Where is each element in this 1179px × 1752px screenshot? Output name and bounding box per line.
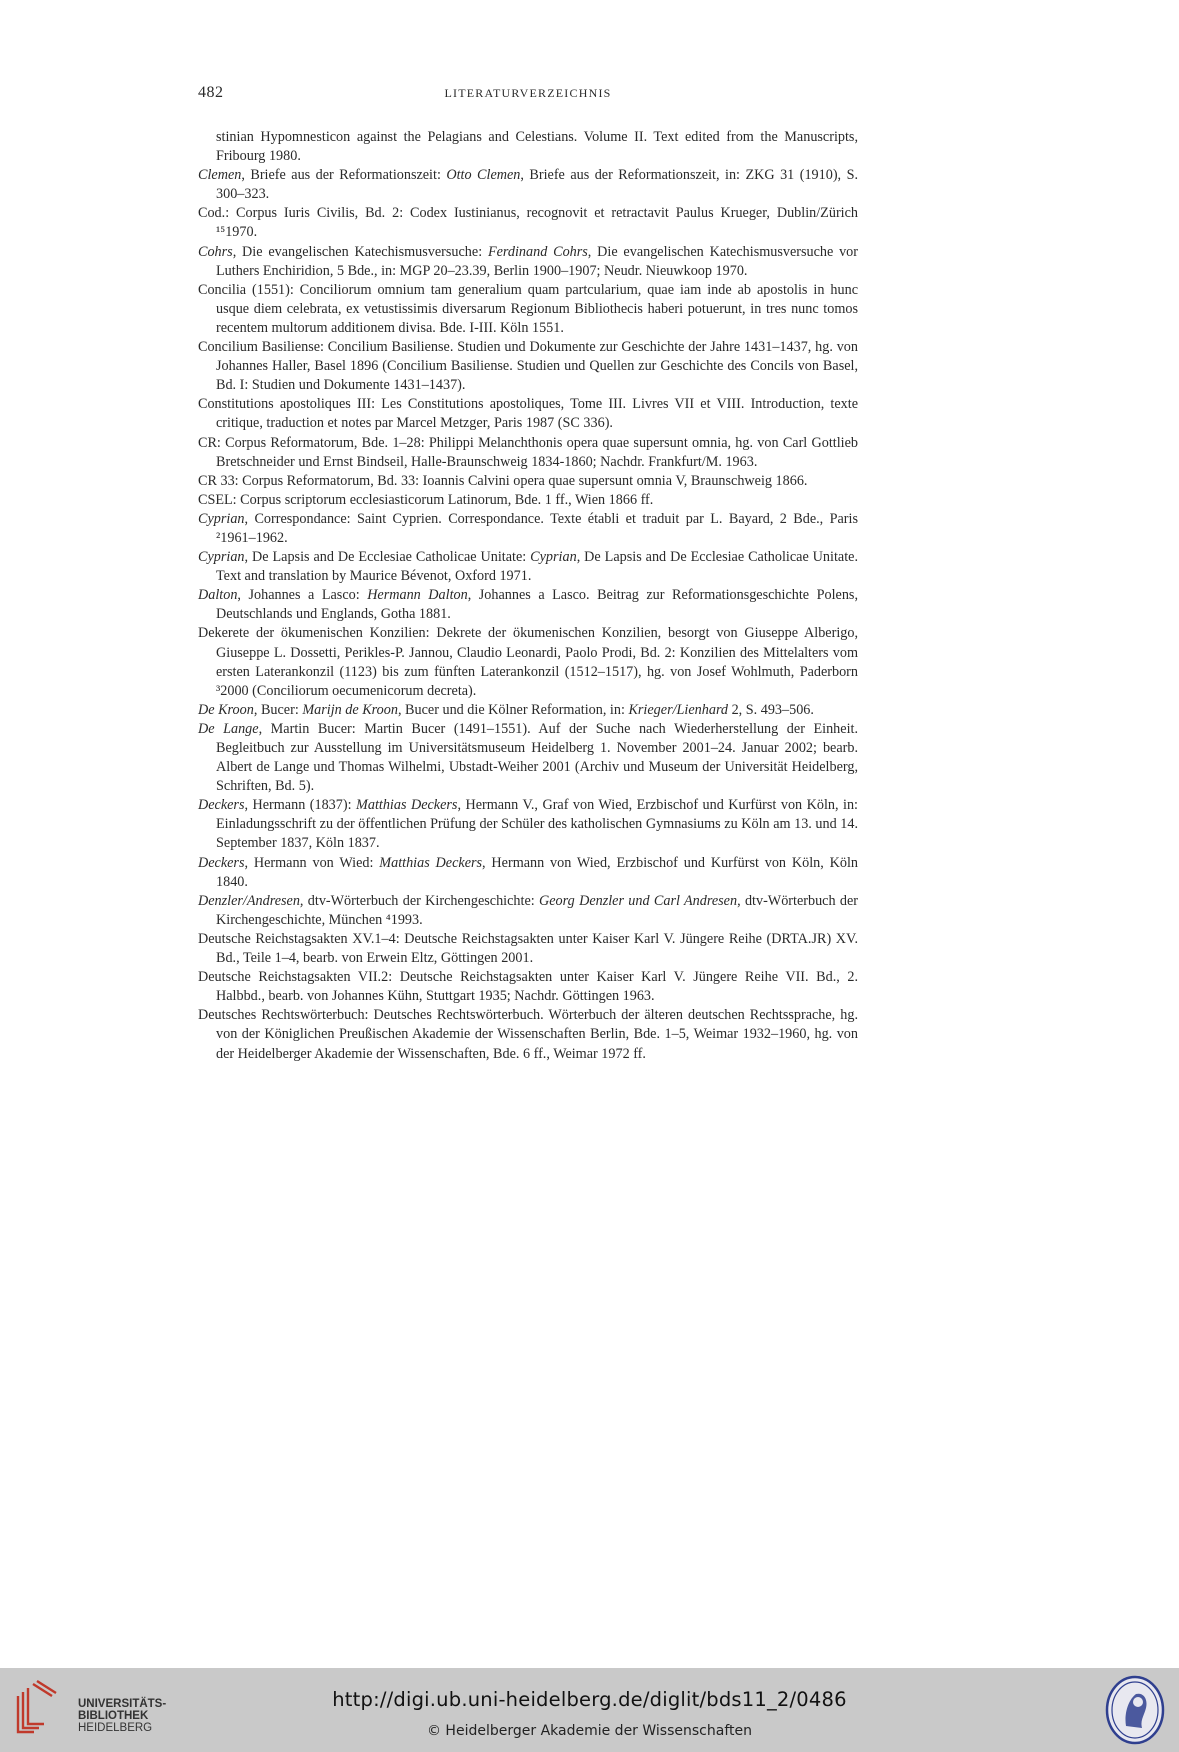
page-header	[198, 84, 858, 106]
entry-text: , De Lapsis and De Ecclesiae Catholicae Unitate:	[244, 549, 531, 566]
bibliography-entry	[198, 472, 858, 491]
entry-text: , Hermann von Wied:	[244, 854, 380, 871]
bibliography-entry	[198, 491, 858, 510]
bibliography-entry	[198, 930, 858, 968]
bibliography-entry	[198, 701, 858, 720]
entry-text: Deutsche Reichstagsakten XV.1–4: Deutsche Reichstagsakten unter Kaiser Karl V. Jüngere Reihe (DRTA.JR) XV. Bd., Teile 1–4, bearb. von Erwein Eltz, Göttingen 2001.	[198, 930, 858, 967]
entry-italic-text: Krieger/Lienhard	[628, 701, 729, 718]
entry-text: Concilium Basiliense: Concilium Basiliense. Studien und Dokumente zur Geschichte der Jahre 1431–1437, hg. von Johannes Haller, Basel 1896 (Concilium Basiliense. Studien und Quellen zur Geschichte des Concils von Basel, Bd. I: Studien und Dokumente 1431–1437).	[198, 339, 858, 394]
entry-text: Deutsches Rechtswörterbuch: Deutsches Rechtswörterbuch. Wörterbuch der älteren deutschen Rechtssprache, hg. von der Königlichen Preußischen Akademie der Wissenschaften Berlin, Bde. 1–5, Weimar 1932–1960, hg. von der Heidelberger Akademie der Wissenschaften, Bde. 6 ff., Weimar 1972 ff.	[198, 1007, 858, 1062]
library-name-line: BIBLIOTHEK	[78, 1710, 149, 1722]
entry-italic-text: Cyprian	[530, 549, 577, 566]
bibliography-entry	[198, 434, 858, 472]
bibliography-entry	[198, 281, 858, 338]
entry-italic-text: Cyprian	[198, 549, 245, 566]
academy-seal-icon	[1104, 1674, 1166, 1746]
entry-text: , De Lapsis and De Ecclesiae Catholicae Unitate. Text and translation by Maurice Bévenot, Oxford 1971.	[216, 549, 858, 585]
bibliography-entry	[198, 166, 858, 204]
entry-italic-text: Otto Clemen	[446, 167, 521, 184]
bibliography-entry	[198, 1006, 858, 1063]
entry-italic-text: Cohrs	[198, 243, 233, 260]
entry-text: 2, S. 493–506.	[728, 701, 814, 718]
bibliography-entry	[198, 548, 858, 586]
entry-italic-text: Marijn de Kroon	[302, 701, 398, 718]
entry-text: , Bucer:	[253, 701, 303, 718]
entry-text: CR 33: Corpus Reformatorum, Bd. 33: Ioannis Calvini opera quae supersunt omnia V, Braunschweig 1866.	[198, 472, 808, 489]
entry-text: , Die evangelischen Katechismusversuche:	[232, 243, 488, 260]
entry-italic-text: De Lange	[198, 720, 259, 737]
running-head: LITERATURVERZEICHNIS	[444, 86, 612, 100]
bibliography-entry	[198, 854, 858, 892]
entry-italic-text: Matthias Deckers	[379, 854, 483, 871]
entry-text: dtv-Wörterbuch der Kirchengeschichte:	[303, 892, 540, 909]
entry-italic-text: Cyprian	[198, 510, 245, 527]
entry-text: Deutsche Reichstagsakten VII.2: Deutsche Reichstagsakten unter Kaiser Karl V. Jüngere Reihe VII. Bd., 2. Halbbd., bearb. von Johannes Kühn, Stuttgart 1935; Nachdr. Göttingen 1963.	[198, 969, 858, 1005]
entry-italic-text: Dalton	[198, 587, 238, 604]
entry-text: , Briefe aus der Reformationszeit, in: ZKG 31 (1910), S. 300–323.	[216, 167, 859, 203]
bibliography-entry	[198, 338, 858, 395]
entry-italic-text: Hermann Dalton	[367, 587, 468, 604]
entry-text: , Hermann von Wied, Erzbischof und Kurfürst von Köln, Köln 1840.	[216, 854, 858, 890]
entry-text: , Hermann (1837):	[244, 797, 357, 814]
bibliography-entry	[198, 968, 858, 1006]
entry-italic-text: De Kroon	[198, 701, 254, 718]
entry-text: , dtv-Wörterbuch der Kirchengeschichte, München ⁴1993.	[216, 892, 858, 928]
bibliography-entry	[198, 395, 858, 433]
entry-italic-text: Matthias Deckers	[356, 797, 458, 814]
entry-text: CR: Corpus Reformatorum, Bde. 1–28: Philippi Melanchthonis opera quae supersunt omnia, hg. von Carl Gottlieb Bretschneider und Ernst Bindseil, Halle-Braunschweig 1834-1860; Nachdr. Frankfurt/M. 1963.	[198, 434, 858, 470]
entry-italic-text: Georg Denzler und Carl Andresen	[539, 892, 738, 909]
entry-text: , Hermann V., Graf von Wied, Erzbischof und Kurfürst von Köln, in: Einladungsschrift zu der öffentlichen Prüfung der Schüler des katholischen Gymnasiums zu Köln am 13. und 14. September 1837, Köln 1837.	[216, 797, 858, 852]
entry-text: , Briefe aus der Reformationszeit:	[241, 167, 447, 184]
bibliography-entry	[198, 510, 858, 548]
bibliography-entry	[198, 128, 858, 166]
entry-italic-text: Denzler/Andresen,	[198, 892, 304, 909]
bibliography-entry	[198, 892, 858, 930]
bibliography-entry	[198, 720, 858, 796]
entry-text: , Correspondance: Saint Cyprien. Correspondance. Texte établi et traduit par L. Bayard, 2 Bde., Paris ²1961–1962.	[216, 510, 858, 546]
bibliography-entry	[198, 204, 858, 242]
footer-band	[0, 1668, 1179, 1752]
bibliography-list	[198, 128, 858, 1064]
entry-text: CSEL: Corpus scriptorum ecclesiasticorum Latinorum, Bde. 1 ff., Wien 1866 ff.	[198, 491, 654, 508]
copyright-notice: © Heidelberger Akademie der Wissenschaften	[426, 1723, 752, 1739]
bibliography-entry	[198, 243, 858, 281]
entry-text: Constitutions apostoliques III: Les Constitutions apostoliques, Tome III. Livres VII et VIII. Introduction, texte critique, traduction et notes par Marcel Metzger, Paris 1987 (SC 336).	[198, 396, 858, 432]
entry-italic-text: Ferdinand Cohrs	[487, 243, 588, 260]
entry-text: Cod.: Corpus Iuris Civilis, Bd. 2: Codex Iustinianus, recognovit et retractavit Paulus Krueger, Dublin/Zürich ¹⁵1970.	[198, 205, 858, 241]
entry-text: stinian Hypomnesticon against the Pelagians and Celestians. Volume II. Text edited from the Manuscripts, Fribourg 1980.	[216, 129, 858, 165]
entry-text: , Martin Bucer: Martin Bucer (1491–1551). Auf der Suche nach Wiederherstellung der Einheit. Begleitbuch zur Ausstellung im Universitätsmuseum Heidelberg 1. November 2001–24. Januar 2002; bearb. Albert de Lange und Thomas Wilhelmi, Ubstadt-Weiher 2001 (Archiv und Museum der Universität Heidelberg, Schriften, Bd. 5).	[216, 720, 858, 795]
entry-italic-text: Deckers	[198, 854, 245, 871]
entry-text: , Johannes a Lasco:	[237, 587, 368, 604]
entry-text: , Bucer und die Kölner Reformation, in:	[397, 701, 629, 718]
bibliography-entry	[198, 624, 858, 700]
bibliography-entry	[198, 796, 858, 853]
page-number: 482	[198, 84, 224, 101]
entry-italic-text: Clemen	[198, 167, 242, 184]
bibliography-entry	[198, 586, 858, 624]
entry-italic-text: Deckers	[198, 797, 245, 814]
permalink-url[interactable]: http://digi.ub.uni-heidelberg.de/diglit/bds11_2/0486	[332, 1688, 847, 1711]
entry-text: , Johannes a Lasco. Beitrag zur Reformationsgeschichte Polens, Deutschlands und Englands, Gotha 1881.	[216, 587, 858, 623]
entry-text: Dekerete der ökumenischen Konzilien: Dekrete der ökumenischen Konzilien, besorgt von Giuseppe Alberigo, Giuseppe L. Dossetti, Perikles-P. Jannou, Claudio Leonardi, Paolo Prodi, Bd. 2: Konzilien des Mittelalters vom ersten Laterankonzil (1123) bis zum fünften Laterankonzil (1512–1517), hg. von Josef Wohlmuth, Paderborn ³2000 (Conciliorum oecumenicorum decreta).	[198, 625, 858, 699]
entry-text: Concilia (1551): Conciliorum omnium tam generalium quam partcularium, quae iam inde ab apostolis in hunc usque diem celebrata, ex vetustissimis diversarum Regionum Bibliothecis haberi potuerunt, in tres nunc tomos recentem multorum additionem divisa. Bde. I-III. Köln 1551.	[198, 281, 858, 336]
library-name-line: HEIDELBERG	[78, 1722, 153, 1734]
library-name-line: UNIVERSITÄTS-	[78, 1698, 167, 1710]
entry-text: , Die evangelischen Katechismusversuche vor Luthers Enchiridion, 5 Bde., in: MGP 20–23.39, Berlin 1900–1907; Neudr. Nieuwkoop 1970.	[216, 243, 858, 279]
